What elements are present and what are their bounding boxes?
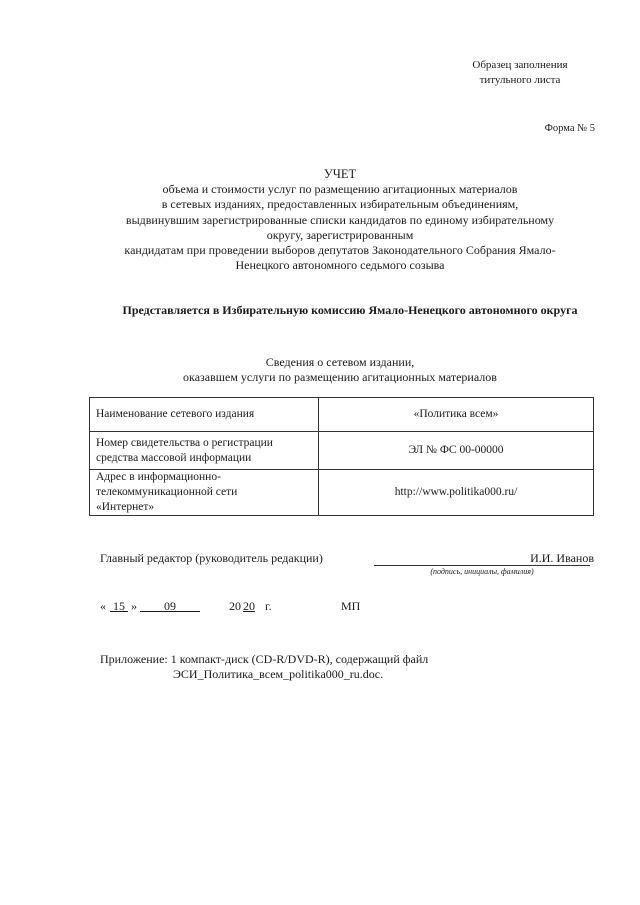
info-line-1: Сведения о сетевом издании, [265, 355, 415, 369]
attachment-line-1: Приложение: 1 компакт-диск (CD-R/DVD-R), содержащий файл [100, 652, 429, 666]
table-row [90, 432, 594, 470]
media-info-table [89, 397, 594, 516]
title-line-6: Ненецкого автономного седьмого созыва [235, 258, 445, 273]
table-cell-label [90, 432, 319, 470]
label-line: Номер свидетельства о регистрации [96, 436, 273, 449]
label-line: телекоммуникационной сети [96, 486, 238, 498]
title-line-1: объема и стоимости услуг по размещению агитационных материалов [162, 182, 518, 197]
sample-caption [440, 58, 600, 88]
title-heading: УЧЕТ [323, 167, 357, 181]
date-open-quote: « [100, 599, 106, 613]
attachment-line-2: ЭСИ_Политика_всем_politika000_ru.doc. [173, 667, 384, 681]
title-line-3: выдвинувшим зарегистрированные списки кандидатов по единому избирательному [125, 212, 555, 227]
title-line-5: кандидатам при проведении выборов депутатов Законодательного Собрания Ямало- [124, 243, 556, 258]
date-month-value: 09 [164, 599, 176, 613]
stamp-place: МП [341, 599, 361, 613]
label-line: средства массовой информации [96, 451, 252, 464]
table-cell-value: «Политика всем» [319, 398, 594, 432]
sample-line-2: титульного листа [479, 74, 561, 86]
table-cell-label [90, 398, 319, 432]
table-cell-value: http://www.politika000.ru/ [319, 470, 594, 516]
info-heading [80, 355, 600, 385]
title-line-2: в сетевых изданиях, предоставленных избирательным объединениям, [161, 197, 519, 212]
table-cell-label [90, 470, 319, 516]
label-line: «Интернет» [96, 501, 155, 513]
date-month [140, 599, 200, 614]
label-line: Адрес в информационно- [96, 471, 221, 483]
info-line-2: оказавшем услуги по размещению агитационных материалов [183, 370, 497, 384]
signature-hint: (подпись, инициалы, фамилия) [430, 567, 534, 576]
date-day [110, 599, 128, 614]
date-close-quote: » [131, 599, 137, 613]
document-title [80, 167, 600, 273]
signature-name: И.И. Иванов [530, 551, 594, 565]
presented-to: Представляется в Избирательную комиссию Ямало-Ненецкого автономного округа [122, 303, 578, 317]
date-year-prefix: 20 [229, 599, 241, 613]
date-year-suffix: 20 [243, 599, 255, 613]
label-line: Наименование сетевого издания [96, 408, 255, 420]
signature-role: Главный редактор (руководитель редакции) [100, 551, 323, 565]
date-day-value: 15 [113, 599, 125, 613]
date-year-unit: г. [265, 599, 272, 613]
form-number: Форма № 5 [544, 123, 595, 134]
table-row [90, 398, 594, 432]
sample-line-1: Образец заполнения [472, 59, 568, 71]
title-line-4: округу, зарегистрированным [266, 227, 414, 242]
table-row [90, 470, 594, 516]
table-cell-value: ЭЛ № ФС 00-00000 [319, 432, 594, 470]
